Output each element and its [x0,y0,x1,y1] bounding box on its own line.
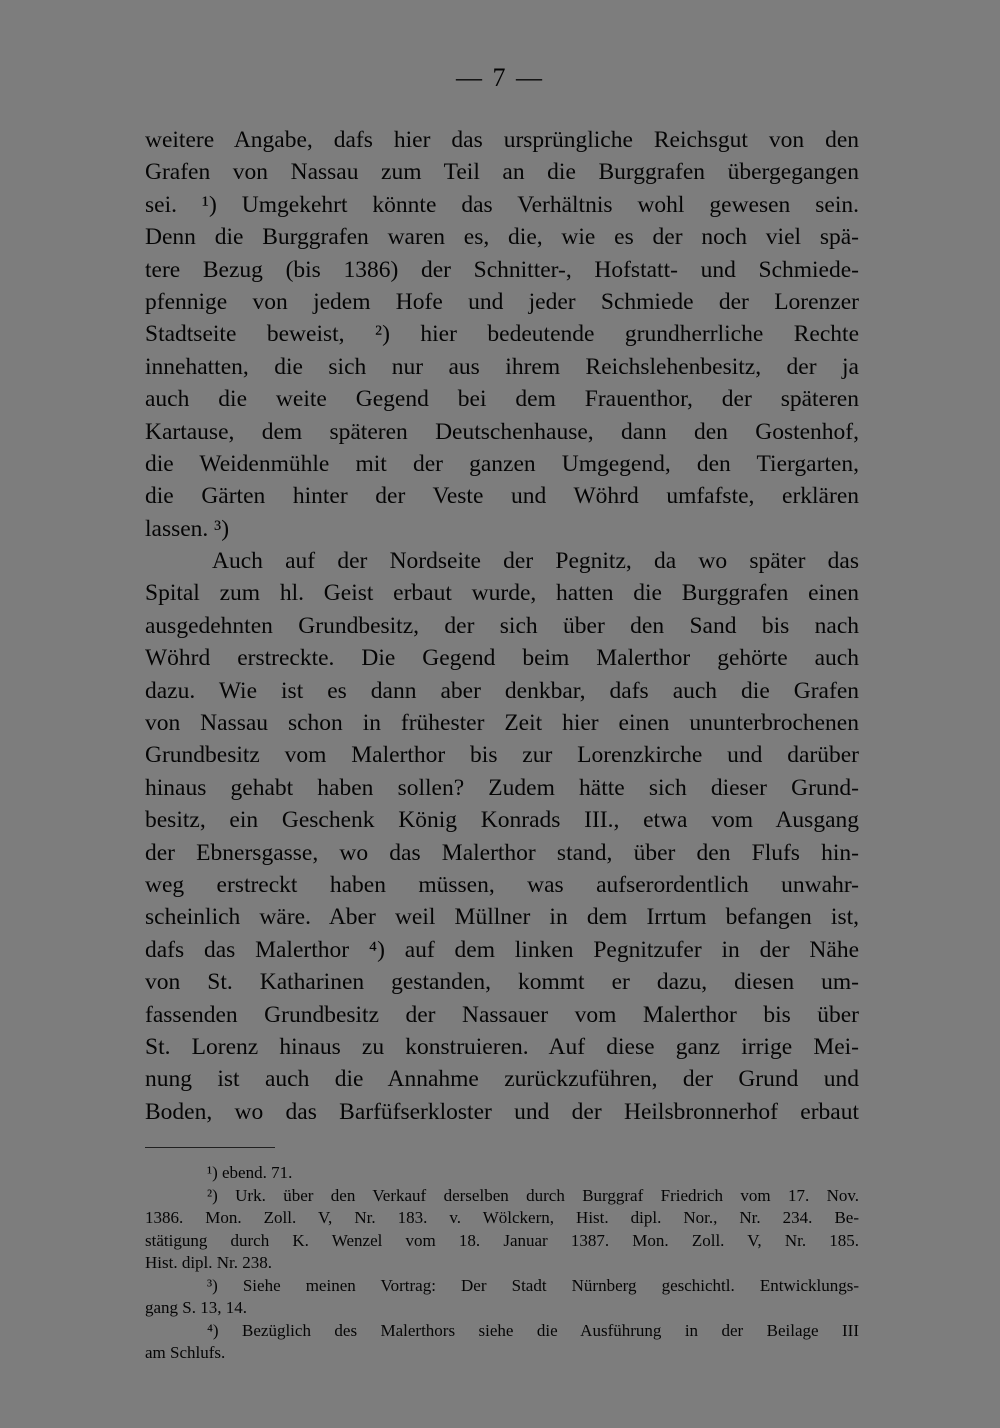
text-line: dafs das Malerthor ⁴) auf dem linken Pegnitzufer in der Nähe [145,936,859,963]
page-number: — 7 — [456,63,544,92]
text-line: von Nassau schon in frühester Zeit hier einen ununterbrochenen [145,710,859,737]
text-line: sei. ¹) Umgekehrt könnte das Verhältnis wohl gewesen sein. [145,191,859,218]
footnote-line: ³) Siehe meinen Vortrag: Der Stadt Nürnberg geschichtl. Entwicklungs- [207,1275,859,1295]
footnote-line: ¹) ebend. 71. [207,1163,293,1182]
footnote-line: am Schlufs. [145,1343,226,1362]
text-line: hinaus gehabt haben sollen? Zudem hätte sich dieser Grund- [145,774,859,801]
body-text [145,124,859,1128]
text-line: ausgedehnten Grundbesitz, der sich über den Sand bis nach [145,612,859,639]
text-line: lassen. ³) [145,515,230,542]
text-line: Spital zum hl. Geist erbaut wurde, hatten die Burggrafen einen [145,580,859,607]
text-line: weitere Angabe, dafs hier das ursprüngliche Reichsgut von den [145,127,859,153]
text-line: Boden, wo das Barfüfserkloster und der Heilsbronnerhof erbaut [145,1098,859,1125]
footnote-line: stätigung durch K. Wenzel vom 18. Januar 1387. Mon. Zoll. V, Nr. 185. [145,1230,859,1250]
text-line: pfennige von jedem Hofe und jeder Schmiede der Lorenzer [145,288,859,315]
footnotes [145,1162,859,1365]
text-line: Grundbesitz vom Malerthor bis zur Lorenzkirche und darüber [145,742,859,769]
text-line: der Ebnersgasse, wo das Malerthor stand, über den Flufs hin- [145,839,859,866]
text-line: Grafen von Nassau zum Teil an die Burggrafen übergegangen [145,159,859,186]
footnote-line: 1386. Mon. Zoll. V, Nr. 183. v. Wölckern, Hist. dipl. Nor., Nr. 234. Be- [145,1208,859,1227]
text-line: die Weidenmühle mit der ganzen Umgegend, den Tiergarten, [145,450,859,477]
text-line: auch die weite Gegend bei dem Frauenthor, der späteren [145,386,859,413]
text-line: innehatten, die sich nur aus ihrem Reichslehenbesitz, der ja [145,353,859,380]
footnote-line: ²) Urk. über den Verkauf derselben durch Burggraf Friedrich vom 17. Nov. [207,1185,859,1205]
footnote-line: Hist. dipl. Nr. 238. [145,1253,273,1272]
text-line: scheinlich wäre. Aber weil Müllner in dem Irrtum befangen ist, [145,904,859,931]
text-line: Stadtseite beweist, ²) hier bedeutende grundherrliche Rechte [145,321,859,348]
footnote-divider [145,1147,275,1148]
text-line: Kartause, dem späteren Deutschenhause, dann den Gostenhof, [145,418,859,445]
text-line: tere Bezug (bis 1386) der Schnitter-, Hofstatt- und Schmiede- [145,256,859,283]
text-line: fassenden Grundbesitz der Nassauer vom Malerthor bis über [145,1001,859,1028]
text-line: Denn die Burggrafen waren es, die, wie es der noch viel spä- [145,224,859,251]
text-line: besitz, ein Geschenk König Konrads III., etwa vom Ausgang [145,807,859,834]
footnote-line: gang S. 13, 14. [145,1298,247,1317]
text-line: weg erstreckt haben müssen, was aufserordentlich unwahr- [145,871,859,898]
text-line: Wöhrd erstreckte. Die Gegend beim Malerthor gehörte auch [145,645,859,672]
text-line: nung ist auch die Annahme zurückzuführen, der Grund und [145,1066,859,1093]
text-line: von St. Katharinen gestanden, kommt er dazu, diesen um- [145,969,859,996]
text-line: St. Lorenz hinaus zu konstruieren. Auf diese ganz irrige Mei- [145,1033,859,1060]
text-line: Auch auf der Nordseite der Pegnitz, da wo später das [212,548,859,575]
text-line: dazu. Wie ist es dann aber denkbar, dafs auch die Grafen [145,677,859,704]
text-line: die Gärten hinter der Veste und Wöhrd umfafste, erklären [145,483,859,510]
footnote-line: ⁴) Bezüglich des Malerthors siehe die Ausführung in der Beilage III [207,1320,859,1340]
